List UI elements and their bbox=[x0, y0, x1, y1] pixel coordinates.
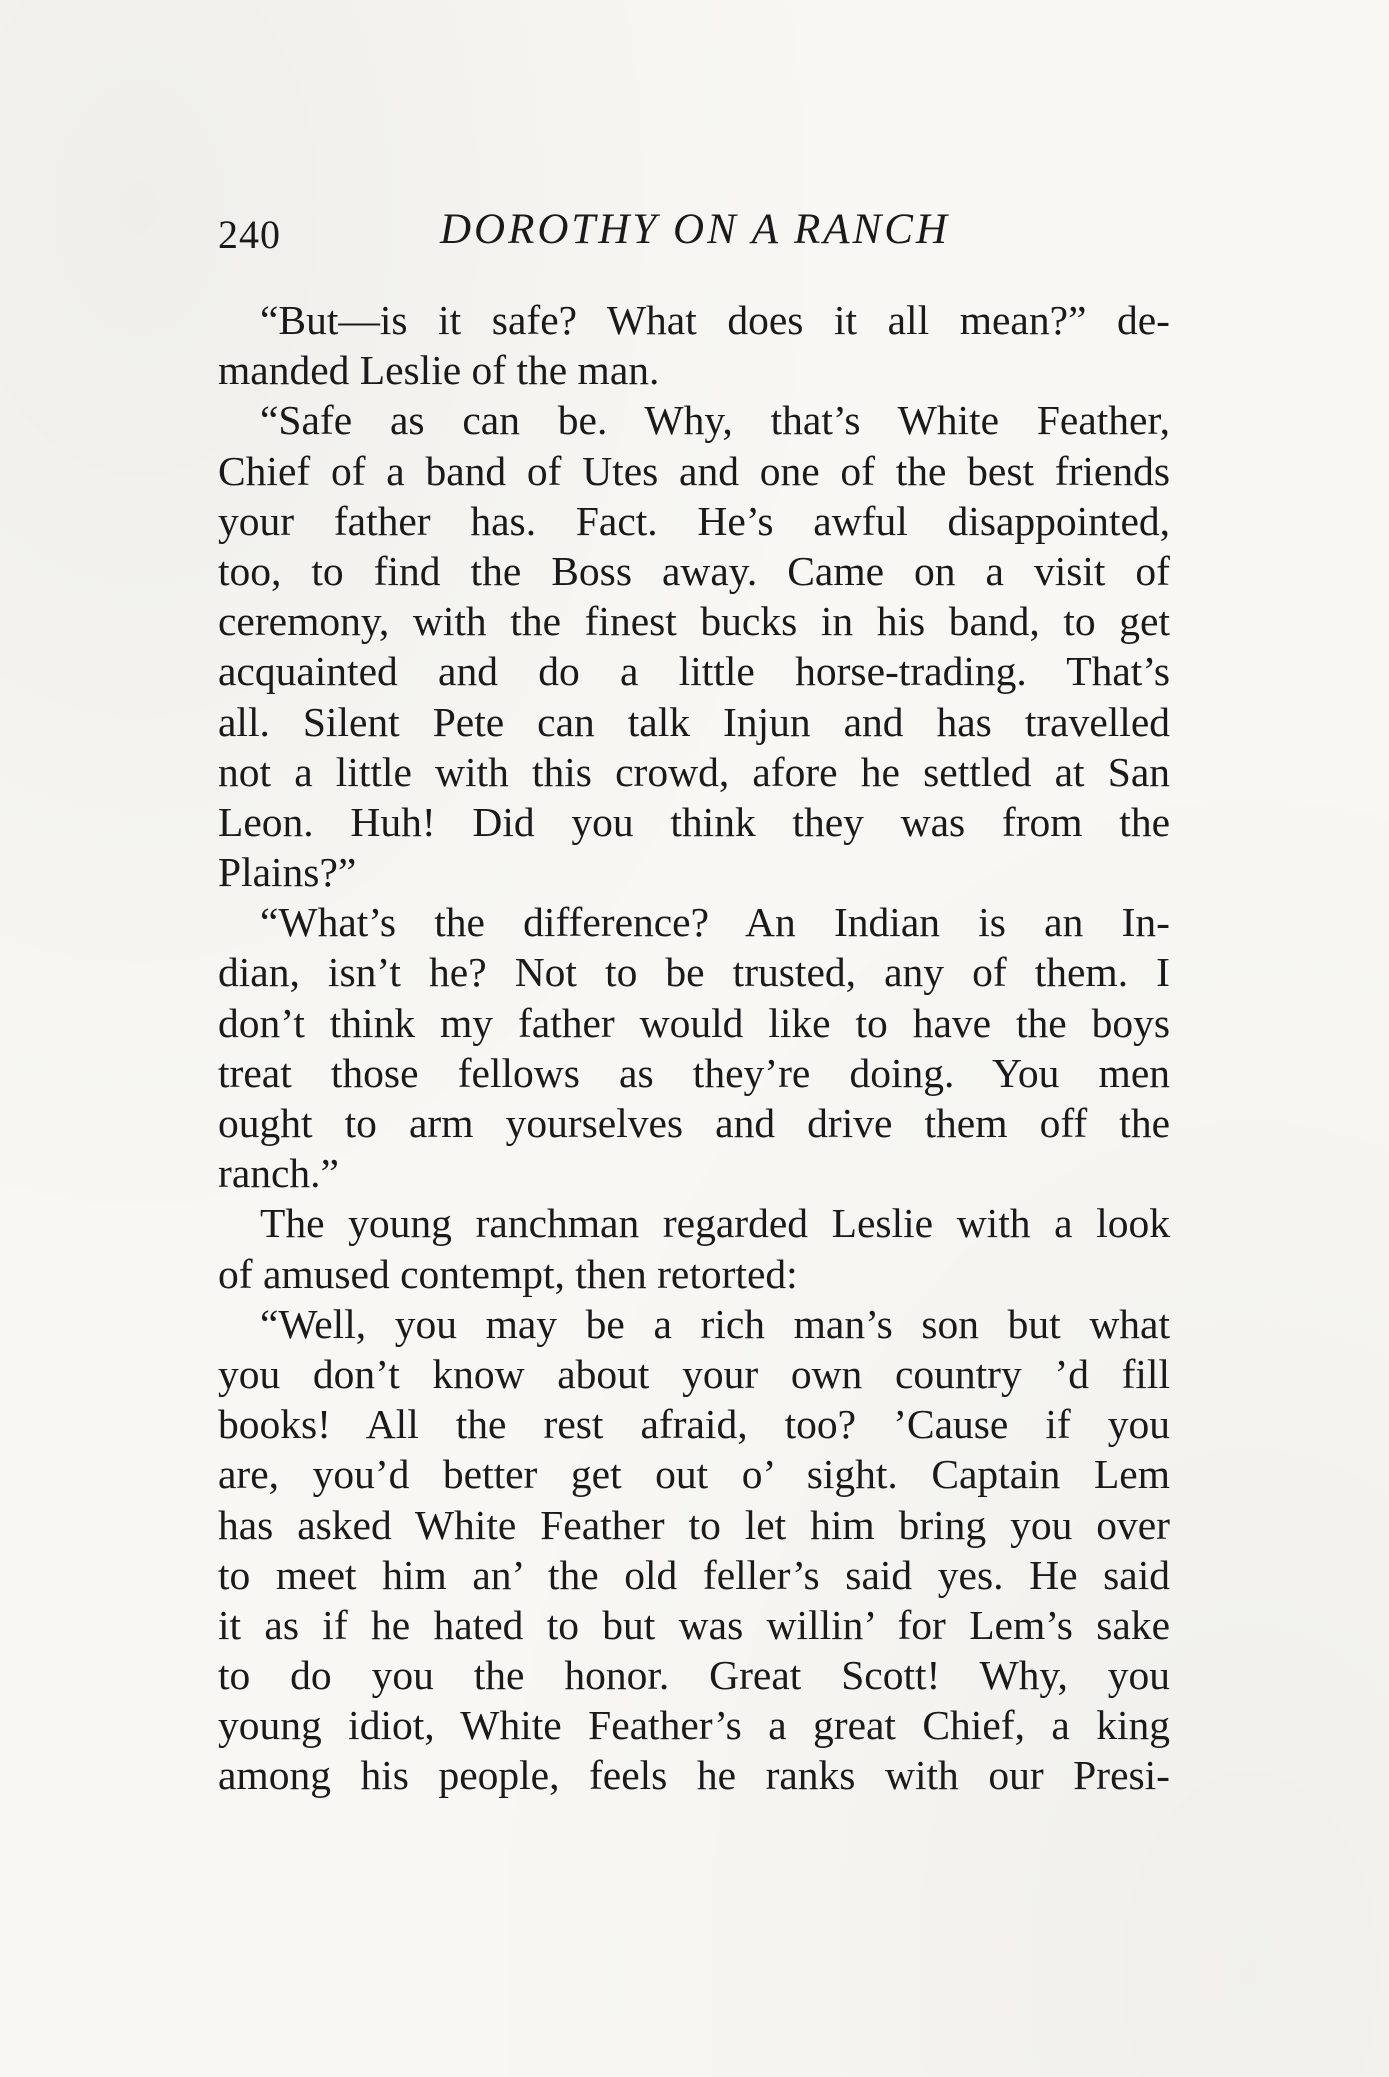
text-line: “What’s the difference? An Indian is an In- bbox=[260, 899, 1170, 946]
text-line: young idiot, White Feather’s a great Chief, a king bbox=[218, 1702, 1170, 1749]
text-line: Leon. Huh! Did you think they was from the bbox=[218, 798, 1170, 845]
text-line: “Safe as can be. Why, that’s White Feather, bbox=[260, 397, 1170, 444]
text-line: dian, isn’t he? Not to be trusted, any of them. I bbox=[218, 949, 1170, 996]
text-line: your father has. Fact. He’s awful disappointed, bbox=[218, 497, 1170, 544]
text-line: acquainted and do a little horse-trading. That’s bbox=[218, 648, 1170, 695]
text-line: are, you’d better get out o’ sight. Captain Lem bbox=[218, 1451, 1170, 1498]
text-line: “Well, you may be a rich man’s son but what bbox=[260, 1300, 1170, 1347]
text-line: it as if he hated to but was willin’ for Lem’s sake bbox=[218, 1601, 1170, 1648]
text-line: too, to find the Boss away. Came on a visit of bbox=[218, 547, 1170, 594]
text-line: not a little with this crowd, afore he settled at San bbox=[218, 748, 1170, 795]
page-header bbox=[218, 205, 1178, 265]
text-line: “But—is it safe? What does it all mean?” de- bbox=[260, 297, 1170, 343]
text-line: ceremony, with the finest bucks in his band, to get bbox=[218, 598, 1170, 645]
running-title: DOROTHY ON A RANCH bbox=[440, 206, 950, 253]
text-line: ranch.” bbox=[218, 1150, 339, 1197]
text-line: treat those fellows as they’re doing. You men bbox=[218, 1049, 1170, 1096]
text-line: Chief of a band of Utes and one of the best friends bbox=[218, 447, 1170, 494]
body-text bbox=[218, 295, 1170, 1801]
text-line: to do you the honor. Great Scott! Why, you bbox=[218, 1652, 1170, 1699]
text-line: books! All the rest afraid, too? ’Cause if you bbox=[218, 1401, 1170, 1448]
text-line: of amused contempt, then retorted: bbox=[218, 1250, 798, 1297]
text-line: you don’t know about your own country ’d fill bbox=[218, 1350, 1170, 1397]
text-line: has asked White Feather to let him bring you over bbox=[218, 1501, 1170, 1548]
page-number: 240 bbox=[218, 212, 281, 257]
text-line: ought to arm yourselves and drive them off the bbox=[218, 1100, 1170, 1146]
text-line: among his people, feels he ranks with our Presi- bbox=[218, 1752, 1170, 1799]
text-line: don’t think my father would like to have the boys bbox=[218, 999, 1170, 1046]
text-line: manded Leslie of the man. bbox=[218, 347, 660, 394]
text-line: Plains?” bbox=[218, 849, 357, 896]
text-line: to meet him an’ the old feller’s said yes. He said bbox=[218, 1551, 1170, 1598]
text-line: all. Silent Pete can talk Injun and has travelled bbox=[218, 698, 1170, 745]
text-line: The young ranchman regarded Leslie with a look bbox=[260, 1200, 1170, 1247]
